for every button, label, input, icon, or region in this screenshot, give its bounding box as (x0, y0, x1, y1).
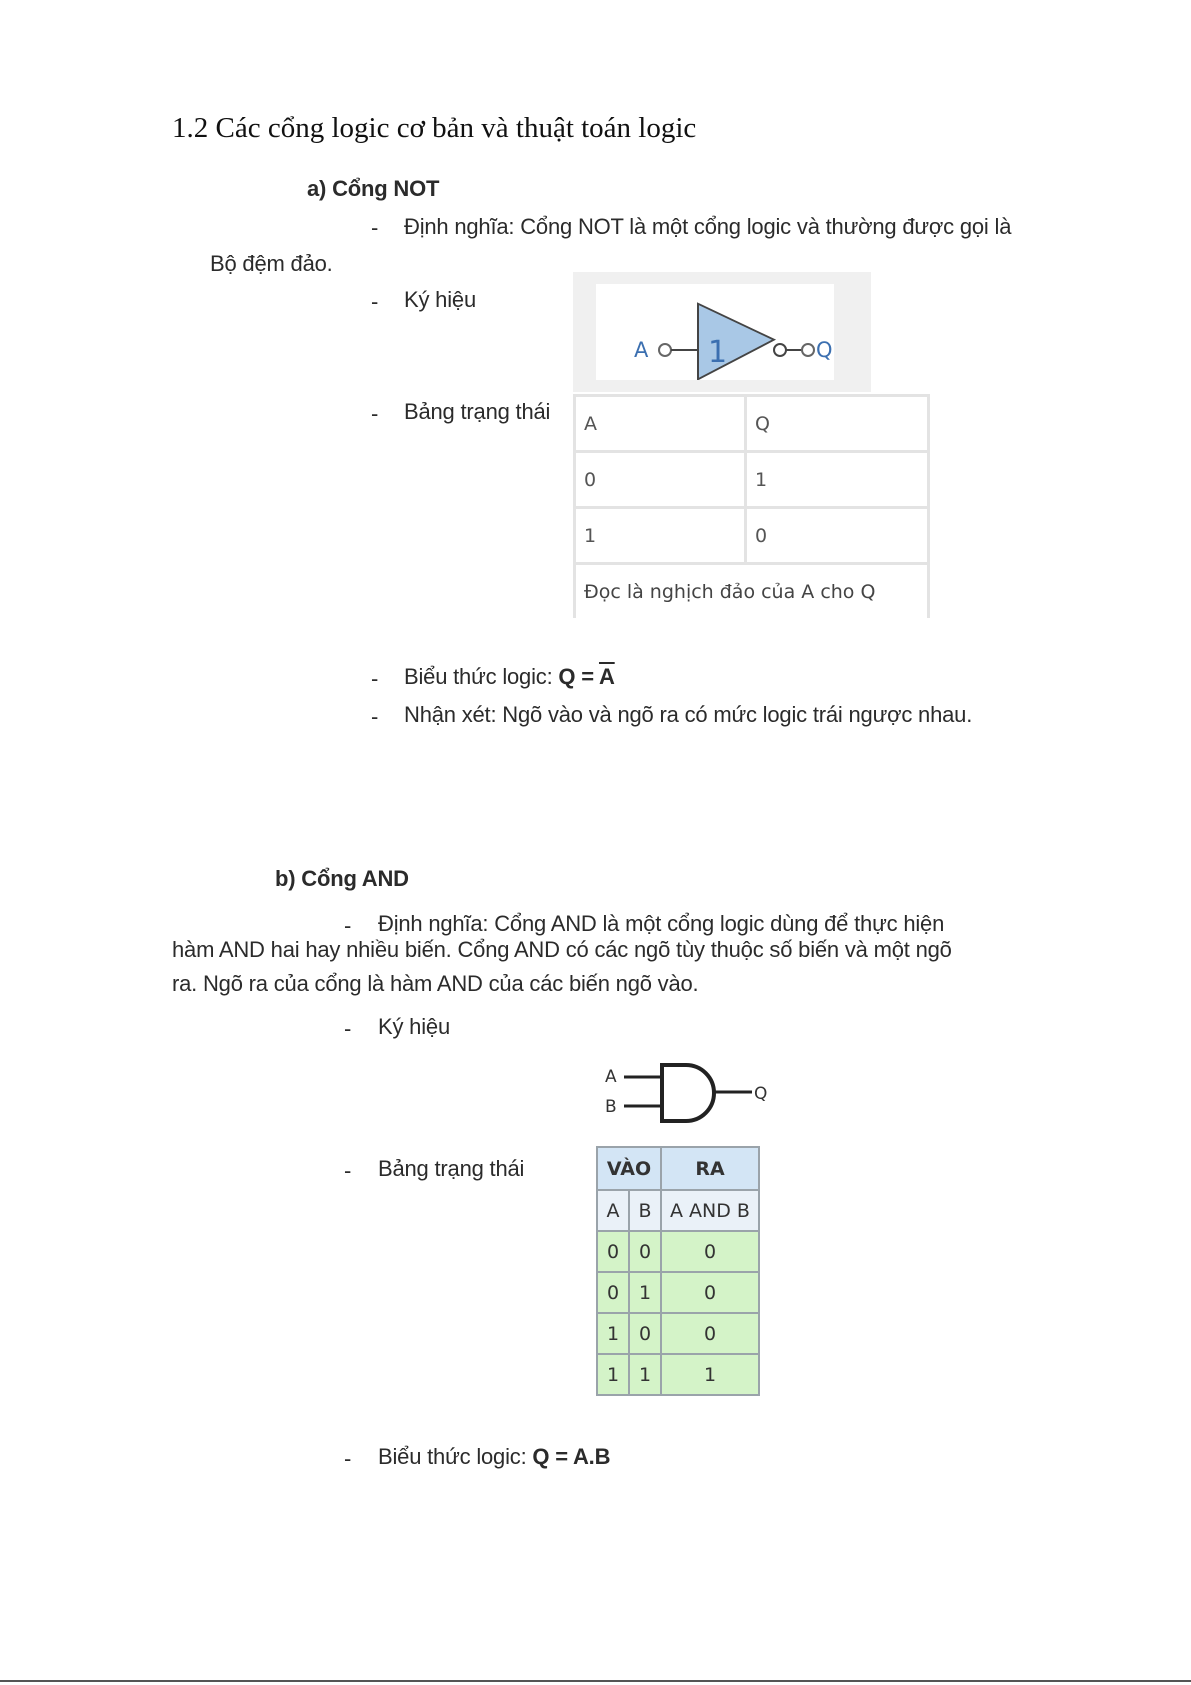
and-truth-table (596, 1146, 760, 1396)
table-row (597, 1231, 759, 1272)
table-header-cell: B (629, 1190, 661, 1231)
table-row (575, 452, 929, 508)
table-cell: 0 (661, 1313, 759, 1354)
and-symbol-label: Ký hiệu (378, 1014, 450, 1039)
not-table-label: Bảng trạng thái (404, 399, 551, 424)
and-expression (378, 1444, 610, 1470)
table-cell: 0 (661, 1272, 759, 1313)
and-gate-body (662, 1065, 714, 1121)
table-cell: 0 (575, 452, 746, 508)
and-definition-line3: ra. Ngõ ra của cổng là hàm AND của các biến ngõ vào. (172, 971, 699, 996)
not-symbol-panel (596, 284, 834, 380)
table-header-cell: A (575, 396, 746, 452)
table-row (597, 1147, 759, 1190)
and-definition-line1: Định nghĩa: Cổng AND là một cổng logic dùng để thực hiện (378, 911, 945, 936)
not-truth-table (573, 394, 930, 618)
table-cell: 1 (746, 452, 929, 508)
table-cell: 0 (597, 1272, 629, 1313)
bullet-dash: - (344, 1446, 352, 1471)
not-symbol-frame (573, 272, 871, 392)
not-table-caption: Đọc là nghịch đảo của A cho Q (575, 564, 929, 619)
and-gate-symbol (600, 1062, 780, 1138)
bullet-dash: - (371, 401, 379, 426)
table-row (575, 396, 929, 452)
bullet-dash: - (344, 1016, 352, 1041)
table-cell: 1 (597, 1354, 629, 1395)
table-header-cell: A (597, 1190, 629, 1231)
and-expression-label: Biểu thức logic: (378, 1444, 533, 1469)
not-expression-lhs: Q = (558, 664, 599, 689)
page-title: 1.2 Các cổng logic cơ bản và thuật toán logic (172, 112, 697, 144)
not-gate-symbol (596, 284, 834, 380)
section-not-title: a) Cổng NOT (307, 176, 440, 201)
table-header-cell: A AND B (661, 1190, 759, 1231)
table-row (597, 1354, 759, 1395)
table-row (597, 1272, 759, 1313)
table-cell: 0 (746, 508, 929, 564)
table-cell: 1 (629, 1354, 661, 1395)
bullet-dash: - (344, 913, 352, 938)
and-definition-line2: hàm AND hai hay nhiều biến. Cổng AND có các ngõ tùy thuộc số biến và một ngõ (172, 937, 952, 962)
not-gate-text: 1 (708, 335, 728, 370)
bullet-dash: - (371, 666, 379, 691)
page-bottom-divider (0, 1680, 1191, 1682)
not-output-label: Q (816, 338, 833, 362)
section-and-title: b) Cổng AND (275, 866, 409, 891)
bullet-dash: - (371, 289, 379, 314)
bullet-dash: - (371, 704, 379, 729)
bullet-dash: - (371, 215, 379, 240)
not-output-terminal (802, 344, 814, 356)
not-expression-label: Biểu thức logic: (404, 664, 559, 689)
not-expression (404, 664, 615, 690)
not-definition-line1: Định nghĩa: Cổng NOT là một cổng logic và thường được gọi là (404, 214, 1012, 239)
table-cell: 1 (597, 1313, 629, 1354)
bullet-dash: - (344, 1158, 352, 1183)
table-row (575, 564, 929, 619)
and-expression-formula: Q = A.B (532, 1444, 611, 1469)
and-output-label: Q (754, 1084, 768, 1104)
not-input-terminal (659, 344, 671, 356)
and-table-label: Bảng trạng thái (378, 1156, 525, 1181)
table-cell: 0 (661, 1231, 759, 1272)
table-cell: 0 (629, 1231, 661, 1272)
not-definition-line2: Bộ đệm đảo. (210, 251, 333, 276)
table-header-cell: RA (661, 1147, 759, 1190)
not-inversion-bubble (774, 344, 786, 356)
not-expression-rhs: $\overline{A}$ (598, 664, 615, 689)
table-cell: 1 (575, 508, 746, 564)
and-input-b-label: B (605, 1097, 617, 1117)
not-symbol-label: Ký hiệu (404, 287, 476, 312)
not-input-label: A (634, 338, 649, 362)
table-cell: 1 (661, 1354, 759, 1395)
table-row (597, 1190, 759, 1231)
table-header-cell: VÀO (597, 1147, 661, 1190)
table-cell: 0 (629, 1313, 661, 1354)
not-comment: Nhận xét: Ngõ vào và ngõ ra có mức logic trái ngược nhau. (404, 702, 973, 727)
table-cell: 1 (629, 1272, 661, 1313)
table-row (575, 508, 929, 564)
table-header-cell: Q (746, 396, 929, 452)
table-cell: 0 (597, 1231, 629, 1272)
table-row (597, 1313, 759, 1354)
and-input-a-label: A (605, 1067, 617, 1087)
